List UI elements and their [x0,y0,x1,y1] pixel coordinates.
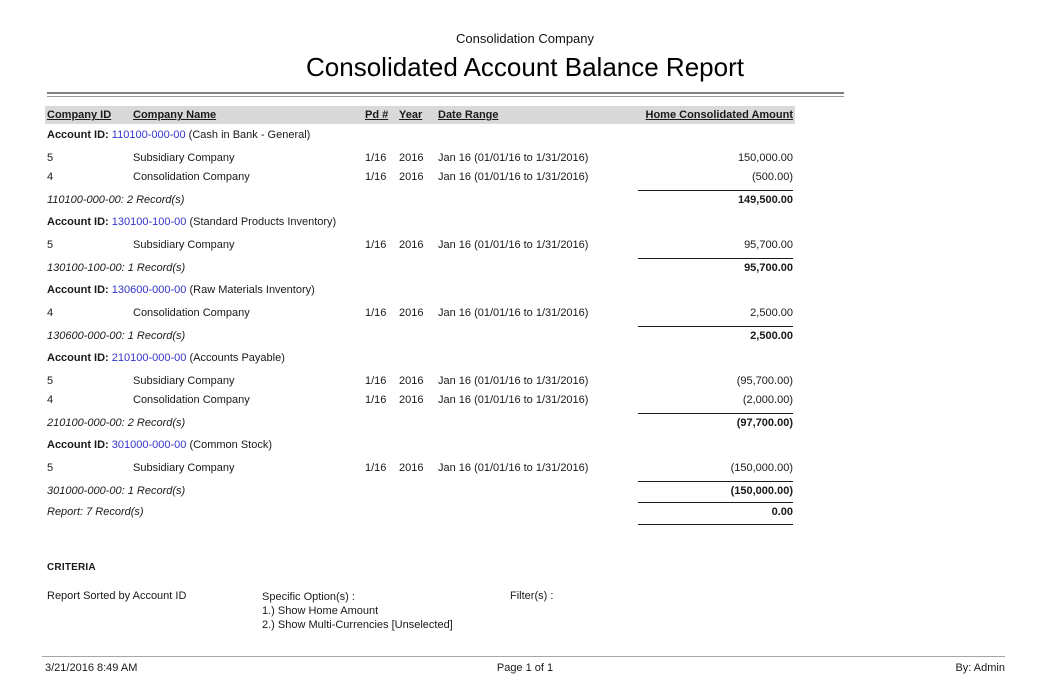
account-section [45,347,795,431]
account-header [45,211,795,236]
report-total-rule-top [638,502,793,503]
account-section [45,434,795,499]
cell-pd: 1/16 [365,239,387,251]
subtotal-row [45,193,795,208]
page-title: Consolidated Account Balance Report [306,52,744,82]
criteria-heading: CRITERIA [47,562,96,573]
cell-date-range: Jan 16 (01/01/16 to 1/31/2016) [438,171,589,183]
cell-date-range: Jan 16 (01/01/16 to 1/31/2016) [438,375,589,387]
report-total-rule-bottom [638,524,793,525]
col-header-company-name: Company Name [133,109,217,121]
col-header-date-range: Date Range [438,109,499,121]
cell-pd: 1/16 [365,152,387,164]
cell-year: 2016 [399,462,424,474]
specific-options-label: Specific Option(s) : [262,591,355,603]
criteria-specific-options [262,590,510,632]
account-id-label: Account ID: [47,129,109,141]
col-header-company-id: Company ID [47,109,112,121]
account-section [45,279,795,344]
subtotal-label: 110100-000-00: 2 Record(s) [47,194,185,206]
cell-company-name: Subsidiary Company [133,152,235,164]
report-total-row [45,505,795,520]
cell-pd: 1/16 [365,394,387,406]
cell-company-name: Consolidation Company [133,394,250,406]
account-id-label: Account ID: [47,439,109,451]
cell-amount: 95,700.00 [744,239,793,251]
table-row [45,168,795,187]
cell-company-id: 4 [47,394,54,406]
cell-amount: (2,000.00) [742,394,793,406]
subtotal-rule [638,258,793,259]
account-header [45,347,795,372]
table-row [45,459,795,478]
report-total-amount: 0.00 [771,506,793,518]
subtotal-row [45,261,795,276]
account-name: (Raw Materials Inventory) [189,284,315,296]
cell-company-id: 5 [47,152,54,164]
cell-date-range: Jan 16 (01/01/16 to 1/31/2016) [438,394,589,406]
col-header-year: Year [399,109,423,121]
col-header-amount: Home Consolidated Amount [645,109,793,121]
subtotal-amount: 149,500.00 [737,194,793,206]
footer-datetime: 3/21/2016 8:49 AM [45,662,138,674]
criteria-section [47,562,1005,632]
cell-year: 2016 [399,394,424,406]
account-section [45,211,795,276]
cell-date-range: Jan 16 (01/01/16 to 1/31/2016) [438,152,589,164]
cell-amount: 2,500.00 [750,307,793,319]
table-row [45,236,795,255]
criteria-row [47,590,1005,632]
account-header [45,434,795,459]
cell-date-range: Jan 16 (01/01/16 to 1/31/2016) [438,239,589,251]
subtotal-row [45,329,795,344]
cell-year: 2016 [399,171,424,183]
account-id-label: Account ID: [47,284,109,296]
cell-year: 2016 [399,375,424,387]
footer-page-number: Page 1 of 1 [496,662,554,674]
subtotal-label: 130100-100-00: 1 Record(s) [47,262,186,274]
company-name: Consolidation Company [455,31,595,46]
cell-amount: (500.00) [752,171,793,183]
cell-company-name: Consolidation Company [133,171,250,183]
footer-user: By: Admin [955,662,1005,674]
report-total-label: Report: 7 Record(s) [47,506,144,518]
account-name: (Cash in Bank - General) [188,129,311,141]
table-row [45,149,795,168]
subtotal-label: 301000-000-00: 1 Record(s) [47,485,186,497]
cell-company-name: Subsidiary Company [133,239,235,251]
subtotal-label: 210100-000-00: 2 Record(s) [47,417,186,429]
account-id-link[interactable]: 130100-100-00 [111,216,187,228]
subtotal-amount: 2,500.00 [750,330,793,342]
cell-date-range: Jan 16 (01/01/16 to 1/31/2016) [438,307,589,319]
col-header-pd: Pd # [365,109,389,121]
subtotal-row [45,416,795,431]
criteria-sorted-by: Report Sorted by Account ID [47,590,187,602]
cell-pd: 1/16 [365,375,387,387]
cell-company-id: 5 [47,375,54,387]
cell-pd: 1/16 [365,462,387,474]
cell-year: 2016 [399,307,424,319]
subtotal-amount: (150,000.00) [730,485,793,497]
page-footer [42,656,1005,674]
report-total [45,502,795,525]
cell-pd: 1/16 [365,307,387,319]
report-table [45,106,795,525]
subtotal-amount: (97,700.00) [736,417,793,429]
account-id-link[interactable]: 110100-000-00 [111,129,186,141]
table-row [45,391,795,410]
account-name: (Common Stock) [189,439,273,451]
subtotal-label: 130600-000-00: 1 Record(s) [47,330,186,342]
cell-company-id: 4 [47,171,54,183]
specific-option-item: 1.) Show Home Amount [262,605,379,617]
table-row [45,304,795,323]
specific-option-item: 2.) Show Multi-Currencies [Unselected] [262,619,453,631]
cell-company-name: Subsidiary Company [133,462,235,474]
subtotal-rule [638,413,793,414]
account-id-link[interactable]: 210100-000-00 [111,352,187,364]
cell-company-id: 5 [47,462,54,474]
subtotal-rule [638,481,793,482]
title-divider [47,92,844,97]
cell-company-name: Consolidation Company [133,307,250,319]
cell-pd: 1/16 [365,171,387,183]
cell-year: 2016 [399,239,424,251]
account-header [45,279,795,304]
cell-company-name: Subsidiary Company [133,375,235,387]
cell-year: 2016 [399,152,424,164]
subtotal-rule [638,190,793,191]
account-header [45,124,795,149]
subtotal-rule [638,326,793,327]
cell-amount: (150,000.00) [730,462,793,474]
account-section [45,124,795,208]
account-name: (Accounts Payable) [189,352,285,364]
cell-amount: (95,700.00) [736,375,793,387]
subtotal-row [45,484,795,499]
cell-company-id: 5 [47,239,54,251]
cell-company-id: 4 [47,307,54,319]
criteria-filters-label: Filter(s) : [510,590,554,602]
table-header-row [45,106,795,124]
account-id-label: Account ID: [47,216,109,228]
cell-amount: 150,000.00 [737,152,793,164]
subtotal-amount: 95,700.00 [744,262,793,274]
account-name: (Standard Products Inventory) [189,216,337,228]
table-row [45,372,795,391]
account-id-link[interactable]: 301000-000-00 [111,439,187,451]
cell-date-range: Jan 16 (01/01/16 to 1/31/2016) [438,462,589,474]
account-id-label: Account ID: [47,352,109,364]
account-id-link[interactable]: 130600-000-00 [111,284,187,296]
